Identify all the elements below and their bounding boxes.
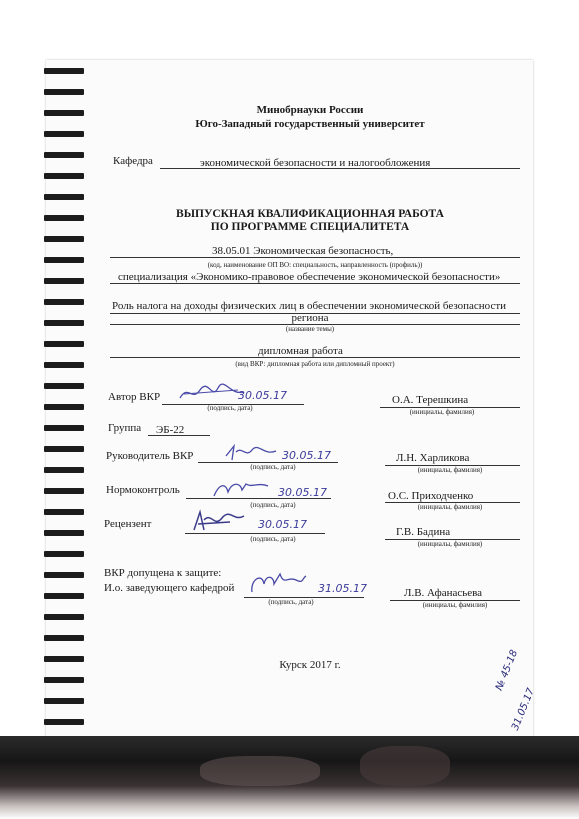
normcontrol-sign-date: 30.05.17 xyxy=(278,486,327,499)
supervisor-name: Л.Н. Харликова xyxy=(396,452,470,464)
supervisor-sign-date: 30.05.17 xyxy=(282,449,331,462)
binding-ring xyxy=(44,551,84,557)
binding-ring xyxy=(44,299,84,305)
binding-ring xyxy=(44,425,84,431)
binding-ring xyxy=(44,719,84,725)
work-type-caption: (вид ВКР: дипломная работа или дипломный проект) xyxy=(235,360,395,368)
program-code: 38.05.01 Экономическая безопасность, xyxy=(212,245,394,257)
author-label: Автор ВКР xyxy=(108,391,161,403)
reviewer-label: Рецензент xyxy=(104,518,152,530)
binding-ring xyxy=(44,446,84,452)
work-type-value: дипломная работа xyxy=(258,345,343,357)
admission-label: И.о. заведующего кафедрой xyxy=(104,582,235,594)
topic-line1: Роль налога на доходы физических лиц в обеспечении экономической безопасности xyxy=(112,300,507,312)
author-name-caption: (инициалы, фамилия) xyxy=(409,408,475,416)
admission-line1: ВКР допущена к защите: xyxy=(104,567,222,579)
binding-ring xyxy=(44,383,84,389)
binding-ring xyxy=(44,194,84,200)
binding-ring xyxy=(44,404,84,410)
reviewer-name-caption: (инициалы, фамилия) xyxy=(417,540,483,548)
binding-ring xyxy=(44,698,84,704)
binding-ring xyxy=(44,152,84,158)
admission-name-caption: (инициалы, фамилия) xyxy=(422,601,488,609)
work-type-underline xyxy=(110,357,520,358)
binding-ring xyxy=(44,677,84,683)
program-underline xyxy=(110,257,520,258)
doc-title-line2: ПО ПРОГРАММЕ СПЕЦИАЛИТЕТА xyxy=(210,221,410,233)
binding-ring xyxy=(44,110,84,116)
admission-sign-date: 31.05.17 xyxy=(318,582,367,595)
normcontrol-sig-caption: (подпись, дата) xyxy=(250,501,296,509)
program-code-caption: (код, наименование ОП ВО: специальность, направленность (профиль)) xyxy=(207,261,423,269)
binding-ring xyxy=(44,467,84,473)
margin-note-1: № 45-18 xyxy=(494,648,521,693)
binding-ring xyxy=(44,89,84,95)
normcontrol-name: О.С. Приходченко xyxy=(388,490,474,502)
department-value: экономической безопасности и налогообложения xyxy=(200,157,431,169)
ministry-name: Минобрнауки России xyxy=(256,104,364,116)
admission-name: Л.В. Афанасьева xyxy=(404,587,483,599)
supervisor-name-caption: (инициалы, фамилия) xyxy=(417,466,483,474)
binding-ring xyxy=(44,593,84,599)
binding-ring xyxy=(44,236,84,242)
doc-title-line1: ВЫПУСКНАЯ КВАЛИФИКАЦИОННАЯ РАБОТА xyxy=(176,208,444,220)
normcontrol-name-caption: (инициалы, фамилия) xyxy=(417,503,483,511)
binding-ring xyxy=(44,320,84,326)
binding-ring xyxy=(44,530,84,536)
binding-ring xyxy=(44,131,84,137)
author-name: О.А. Терешкина xyxy=(392,394,469,406)
spiral-binding xyxy=(44,68,84,748)
reviewer-sign-date: 30.05.17 xyxy=(258,518,307,531)
binding-ring xyxy=(44,656,84,662)
normcontrol-label: Нормоконтроль xyxy=(106,484,180,496)
margin-note-2: 31.05.17 xyxy=(510,686,537,733)
supervisor-label: Руководитель ВКР xyxy=(106,450,194,462)
author-sig-caption: (подпись, дата) xyxy=(207,404,253,412)
binding-ring xyxy=(44,173,84,179)
binding-ring xyxy=(44,215,84,221)
binding-ring xyxy=(44,488,84,494)
binding-ring xyxy=(44,572,84,578)
city-year: Курск 2017 г. xyxy=(279,659,341,671)
admission-signature xyxy=(248,570,308,601)
department-label: Кафедра xyxy=(113,155,153,167)
group-value: ЭБ-22 xyxy=(156,424,185,436)
binding-ring xyxy=(44,68,84,74)
university-name: Юго-Западный государственный университет xyxy=(195,118,425,130)
binding-ring xyxy=(44,614,84,620)
reviewer-name: Г.В. Бадина xyxy=(396,526,451,538)
specialization-underline xyxy=(110,283,520,284)
reviewer-sig-caption: (подпись, дата) xyxy=(250,535,296,543)
binding-ring xyxy=(44,341,84,347)
binding-ring xyxy=(44,257,84,263)
group-label: Группа xyxy=(108,422,142,434)
supervisor-sig-caption: (подпись, дата) xyxy=(250,463,296,471)
binding-ring xyxy=(44,635,84,641)
binding-ring xyxy=(44,362,84,368)
binding-ring xyxy=(44,509,84,515)
topic-line2: региона xyxy=(291,312,329,324)
specialization: специализация «Экономико-правовое обеспечение экономической безопасности» xyxy=(118,271,501,283)
scan-edge-shadow xyxy=(0,736,579,819)
binding-ring xyxy=(44,278,84,284)
author-sign-date: 30.05.17 xyxy=(238,389,287,402)
topic-caption: (название темы) xyxy=(285,325,335,333)
admission-sig-caption: (подпись, дата) xyxy=(268,598,314,606)
